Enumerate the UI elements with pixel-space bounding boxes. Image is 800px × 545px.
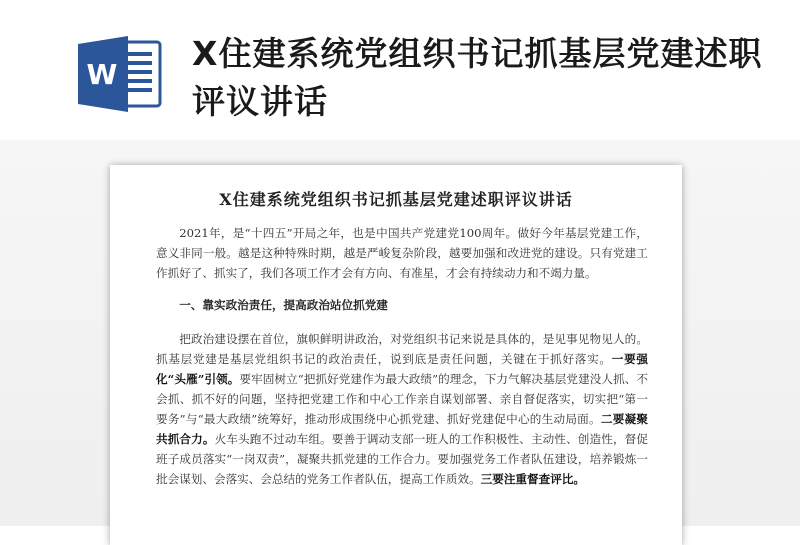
section-paragraph xyxy=(156,329,648,489)
section-paragraph-text: 把政治建设摆在首位，旗帜鲜明讲政治，对党组织书记来说是具体的，是见事见物见人的。抓基层党建是基层党组织书记的政治责任，说到底是责任问题，关键在于抓好落实。 xyxy=(156,332,648,366)
point-2-text: 火车头跑不过动车组。要善于调动支部一班人的工作积极性、主动性、创造性，督促班子成员落实“一岗双责”，凝聚共抓党建的工作合力。要加强党务工作者队伍建设，培养锻炼一批会谋划、会落实、会总结的党务工作者队伍，提高工作质效。 xyxy=(156,432,648,486)
intro-paragraph: 2021年，是“十四五”开局之年，也是中国共产党建党100周年。做好今年基层党建工作，意义非同一般。越是这种特殊时期，越是严峻复杂阶段，越要加强和改进党的建设。只有党建工作抓好了、抓实了，我们各项工作才会有方向、有准星，才会有持续动力和不竭力量。 xyxy=(156,226,648,280)
point-1-label: 一要强化“头雁”引领。 xyxy=(156,352,648,386)
word-icon xyxy=(78,36,164,112)
section-heading: 一、靠实政治责任，提高政治站位抓党建 xyxy=(179,298,388,312)
document-title: X住建系统党组织书记抓基层党建述职评议讲话 xyxy=(219,190,573,209)
point-2-label: 二要凝聚共抓合力。 xyxy=(156,412,648,446)
document-body xyxy=(156,223,648,489)
page-title: X住建系统党组织书记抓基层党建述职评议讲话 xyxy=(192,34,763,121)
word-icon-letter: W xyxy=(86,58,118,91)
point-1-text: 要牢固树立“把抓好党建作为最大政绩”的理念，下力气解决基层党建没人抓、不会抓、抓不好的问题，坚持把党建工作和中心工作亲自谋划部署、亲自督促落实，切实把“第一要务”与“最大政绩”统筹好，推动形成围绕中心抓党建、抓好党建促中心的生动局面。 xyxy=(156,372,648,426)
document-page xyxy=(110,165,682,545)
point-3-label: 三要注重督查评比。 xyxy=(480,472,585,486)
